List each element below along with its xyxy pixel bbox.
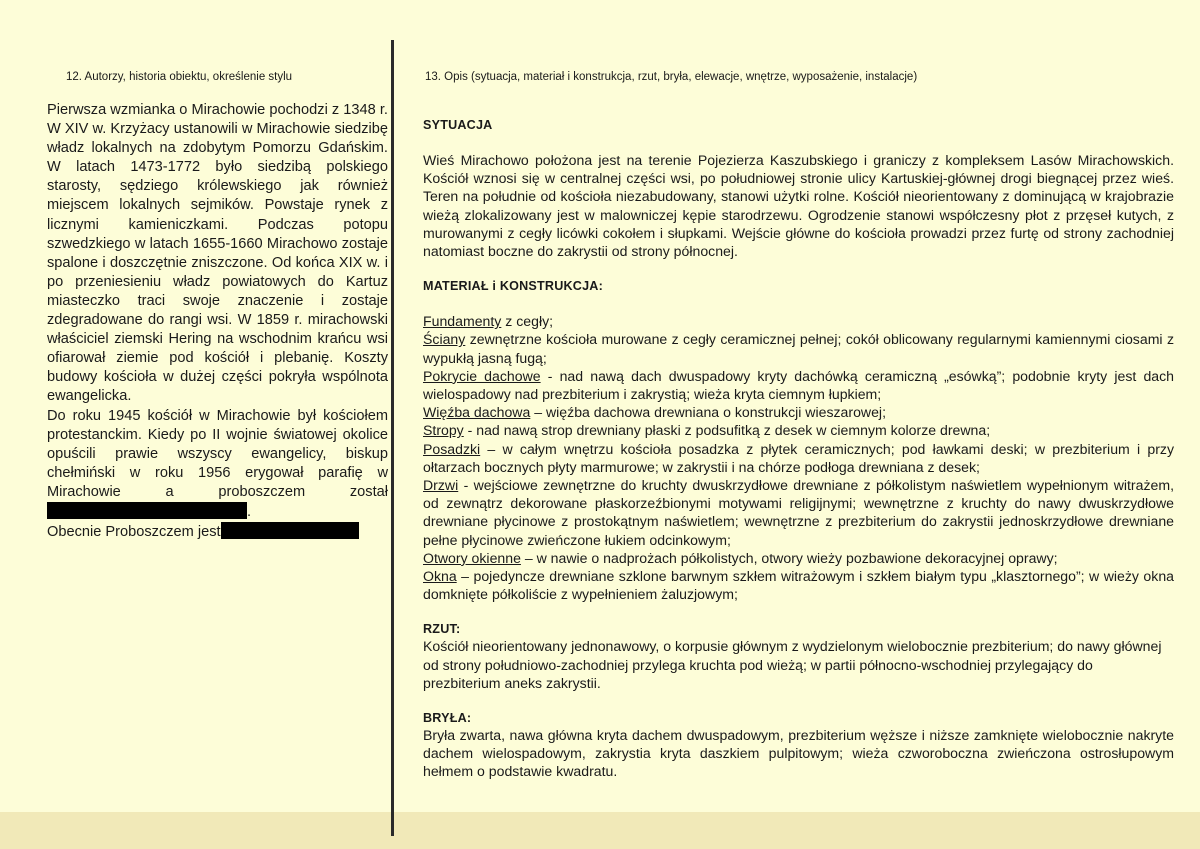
material-item-text: – w całym wnętrzu kościoła posadzka z płytek ceramicznych; pod ławkami deski; w prezbiterium i przy ołtarzach bocznych płyty marmurowe; w zakrystii i na chórze podłoga drewniana z desek; [423, 440, 1174, 475]
material-item [423, 476, 1174, 549]
bryla-text: Bryła zwarta, nawa główna kryta dachem dwuspadowym, prezbiterium węższe i niższe zamknięte wielobocznie nakryte dachem wielospadowym, zakrystia kryta daszkiem pulpitowym; wieża czworoboczna zwieńczona ostrosłupowym hełmem o podstawie kwadratu. [423, 727, 1174, 780]
description-column [423, 117, 1174, 781]
history-paragraph-2-end: . [247, 503, 252, 520]
rzut-text: Kościół nieorientowany jednonawowy, o korpusie głównym z wydzielonym wielobocznie prezbiterium; do nawy głównej od strony południowo-zachodniej przylega kruchta pod wieżą; w partii północno-wschodniej przylegający do prezbiterium aneks zakrystii. [423, 638, 1162, 691]
history-paragraph-3 [47, 522, 388, 542]
material-item-text: z cegły; [501, 313, 554, 330]
material-item-term: Fundamenty [423, 313, 502, 330]
material-item [423, 421, 1174, 439]
material-item-text: - nad nawą strop drewniany płaski z podsufitką z desek w ciemnym kolorze drewna; [463, 422, 991, 439]
material-item [423, 567, 1174, 603]
material-item-term: Drzwi [423, 477, 459, 494]
left-section-heading: 12. Autorzy, historia obiektu, określenie stylu [66, 71, 293, 83]
bryla-title: BRYŁA: [423, 711, 472, 726]
history-column [47, 101, 388, 542]
history-paragraph-3-text: Obecnie Proboszczem jest [47, 524, 221, 541]
sytuacja-title: SYTUACJA [423, 118, 493, 132]
material-item-term: Okna [423, 568, 457, 585]
material-item-term: Stropy [423, 422, 464, 439]
rzut-title: RZUT: [423, 622, 461, 637]
history-paragraph-2-text: Do roku 1945 kościół w Mirachowie był kościołem protestanckim. Kiedy po II wojnie światowej okolice opuścili prawie wszyscy ewangelicy, biskup chełmiński w roku 1956 erygował parafię w Mirachowie a proboszczem został [47, 407, 388, 500]
column-divider [391, 40, 394, 836]
material-title: MATERIAŁ i KONSTRUKCJA: [423, 279, 603, 294]
material-item-text: – w nawie o nadprożach półkolistych, otwory wieży pozbawione dekoracyjnej oprawy; [520, 549, 1058, 566]
sytuacja-text: Wieś Mirachowo położona jest na terenie Pojezierza Kaszubskiego i graniczy z kompleksem Lasów Mirachowskich. Kościół wznosi się w centralnej części wsi, po południowej stronie ulicy Kartuskiej-głównej drogi biegnącej przez wieś. Teren na południe od kościoła niezabudowany, stanowi użytki rolne. Kościół nieorientowany z dominującą w krajobrazie wieżą zlokalizowany jest w malowniczej kępie starodrzewu. Ogrodzenie stanowi współczesny płot z przęseł kutych, z murowanymi z cegły licówki cokołem i słupkami. Wejście główne do kościoła prowadzi przez furtę od strony zachodniej natomiast boczne do zakrystii od strony północnej. [423, 152, 1174, 260]
material-item-text: – pojedyncze drewniane szklone barwnym szkłem witrażowym i szkłem białym typu „klasztornego”; w wieży okna domknięte półkoliście z wypełnieniem żaluzjowym; [423, 568, 1174, 603]
redaction-bar [47, 502, 247, 519]
material-item-text: – więźba dachowa drewniana o konstrukcji wieszarowej; [530, 404, 886, 421]
material-item-term: Posadzki [423, 440, 481, 457]
material-item-term: Ściany [423, 331, 466, 348]
material-item [423, 312, 1174, 330]
material-item-term: Więźba dachowa [423, 404, 531, 421]
redaction-bar [221, 522, 359, 539]
material-item [423, 440, 1174, 476]
material-item [423, 330, 1174, 366]
material-list [423, 312, 1174, 603]
material-item-text: zewnętrzne kościoła murowane z cegły ceramicznej pełnej; cokół oblicowany regularnymi kamiennymi ciosami z wypukłą jasną fugą; [423, 331, 1174, 366]
history-paragraph-2 [47, 407, 388, 523]
material-item-term: Otwory okienne [423, 549, 521, 566]
scan-bottom-band [0, 812, 1200, 849]
material-item-text: - wejściowe zewnętrzne do kruchty dwuskrzydłowe drewniane z półkolistym naświetlem wypełnionym witrażem, od zewnątrz dekorowane płaskorzeźbionymi motywami religijnymi; wewnętrzne z kruchty do nawy dwuskrzydłowe drewniane płycinowe z prostokątnym naświetlem; wewnętrzne z prezbiterium do zakrystii jednoskrzydłowe drewniane pełne płycinowe zwieńczone łukiem odcinkowym; [423, 477, 1174, 548]
material-item-term: Pokrycie dachowe [423, 367, 541, 384]
material-item [423, 549, 1174, 567]
right-section-heading: 13. Opis (sytuacja, materiał i konstrukcja, rzut, bryła, elewacje, wnętrze, wyposażenie, instalacje) [425, 71, 918, 83]
material-item-text: - nad nawą dach dwuspadowy kryty dachówką ceramiczną „esówką”; podobnie kryty jest dach wielospadowy nad prezbiterium i zakrystią; wieża kryta ciemnym łupkiem; [423, 367, 1175, 403]
material-item [423, 403, 1174, 421]
material-item [423, 367, 1174, 403]
history-paragraph-1: Pierwsza wzmianka o Mirachowie pochodzi z 1348 r. W XIV w. Krzyżacy ustanowili w Mirachowie siedzibę władz lokalnych na zdobytym Pomorzu Gdańskim. W latach 1473-1772 było siedzibą polskiego starosty, sędziego królewskiego jak również miejscem lokalnych sejmików. Powstaje rynek z licznymi kamieniczkami. Podczas potopu szwedzkiego w latach 1655-1660 Mirachowo zostaje spalone i doszczętnie zniszczone. Od końca XIX w. i po przeniesieniu władz powiatowych do Kartuz miasteczko traci swoje znaczenie i zostaje zdegradowane do rangi wsi. W 1859 r. mirachowski właściciel ziemski Hering na wschodnim krańcu wsi ofiarował ziemie pod kościół i plebanię. Koszty budowy kościoła w dużej części pokryła wspólnota ewangelicka. [47, 102, 388, 405]
